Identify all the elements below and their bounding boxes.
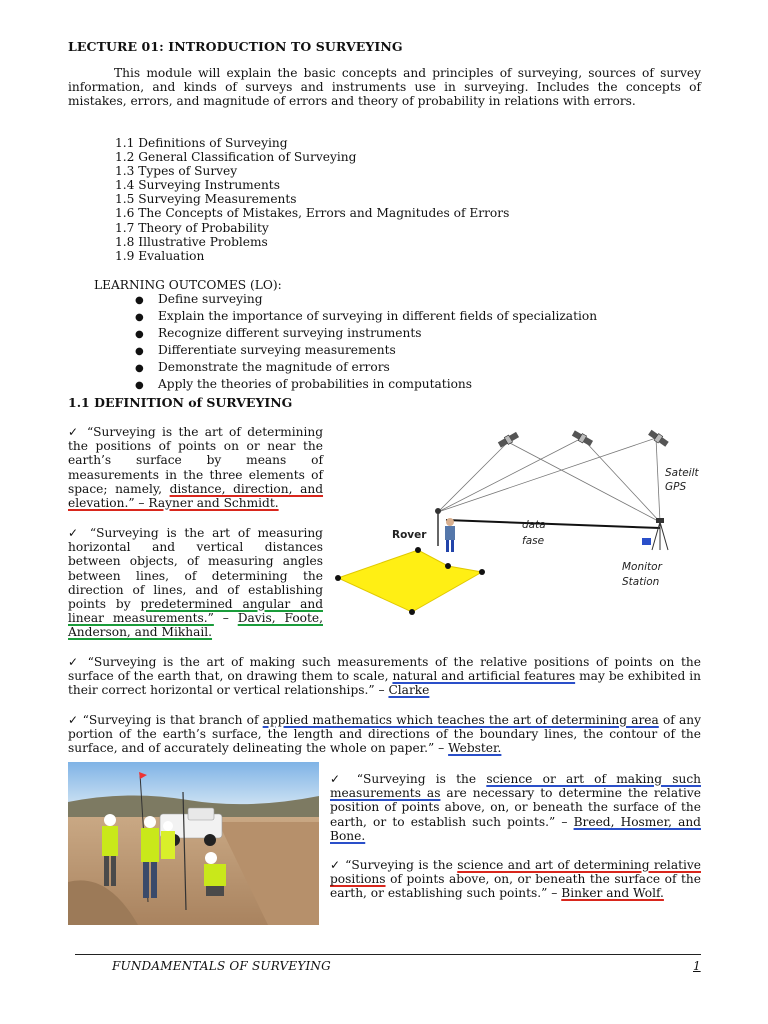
footer-divider [75,954,701,955]
label-satellite: Sateilt [665,467,699,479]
definition-webster: ✓ “Surveying is that branch of applied mathematics which teaches the art of determining area of any portion of the earth’s surface, the length and directions of the boundary lines, the contour of the surface, and of accurately delineating the whole on paper.” – Webster. [68,713,701,756]
toc-item: 1.3 Types of Survey [115,164,238,179]
list-item: ● Define surveying [135,292,597,309]
land-parcel-shape [338,550,482,612]
definition-breed-hosmer-bone: ✓ “Surveying is the science or art of making such measurements as are necessary to determine the relative position of points above, on, or beneath the surface of the earth, or to establish such points.” – Breed, Hosmer, and Bone. [330,772,701,843]
bullet-icon: ● [135,345,144,357]
toc-item: 1.2 General Classification of Surveying [115,150,357,165]
label-station: Station [622,576,660,588]
bullet-icon: ● [135,295,144,306]
label-monitor: Monitor [622,561,662,573]
label-data: data [522,519,546,531]
definition-rayner-schmidt: ✓ “Surveying is the art of determining the positions of points on or near the earth’s surface by means of measurements in the three elements of space; namely, distance, direction, and elevation.” – Rayner and Schmidt. [68,425,324,511]
toc-item: 1.9 Evaluation [115,248,205,263]
lecture-title: LECTURE 01: INTRODUCTION TO SURVEYING [68,39,403,54]
gps-survey-diagram [330,420,710,620]
list-item: ● Demonstrate the magnitude of errors [135,360,597,377]
list-item: ● Explain the importance of surveying in different fields of specialization [135,309,597,326]
label-gps: GPS [665,481,687,493]
toc-item: 1.6 The Concepts of Mistakes, Errors and Magnitudes of Errors [115,206,510,221]
intro-paragraph: This module will explain the basic concepts and principles of surveying, sources of survey information, and kinds of surveys and instruments use in surveying. Includes the concepts of mistakes, errors, and magnitude of errors and theory of probability in relations with errors. [68,66,701,109]
label-data-2: fase [522,535,545,547]
list-item: ● Differentiate surveying measurements [135,343,597,360]
definition-binker-wolf: ✓ “Surveying is the science and art of determining relative positions of points above, on, or beneath the surface of the earth, or establishing such points.” – Binker and Wolf. [330,858,701,901]
bullet-icon: ● [135,328,144,340]
label-rover: Rover [392,529,427,541]
toc-item: 1.5 Surveying Measurements [115,192,297,207]
surveyors-field-photo [68,762,319,925]
bullet-icon: ● [135,362,144,374]
page-number: 1 [693,959,701,973]
bullet-icon: ● [135,311,144,323]
list-item: ● Recognize different surveying instruments [135,326,597,343]
toc-item: 1.8 Illustrative Problems [115,234,268,249]
definition-davis: ✓ “Surveying is the art of measuring horizontal and vertical distances between objects, of measuring angles between lines, of determining the direction of lines, and of establishing points by predetermined angular and linear measurements.” – Davis, Foote, Anderson, and Mikhail. [68,526,323,640]
bullet-icon: ● [135,379,144,391]
monitor-station-icon [642,518,668,550]
toc-item: 1.1 Definitions of Surveying [115,136,288,150]
section-title: 1.1 DEFINITION of SURVEYING [68,395,293,410]
table-of-contents [115,136,509,263]
rover-surveyor-icon [435,508,455,552]
learning-outcomes-list [135,292,597,393]
signal-lines [438,438,660,522]
list-item: ● Apply the theories of probabilities in computations [135,377,597,394]
satellite-icon [571,430,593,447]
toc-item: 1.7 Theory of Probability [115,220,269,235]
satellite-icon [648,429,670,448]
footer-title: FUNDAMENTALS OF SURVEYING [112,959,331,973]
satellite-icon [497,431,519,448]
toc-item: 1.4 Surveying Instruments [115,178,280,193]
definition-clarke: ✓ “Surveying is the art of making such measurements of the relative positions of points on the surface of the earth that, on drawing them to scale, natural and artificial features may be exhibited in their correct horizontal or vertical relationships.” – Clarke [68,655,701,698]
learning-outcomes-title: LEARNING OUTCOMES (LO): [94,278,282,292]
